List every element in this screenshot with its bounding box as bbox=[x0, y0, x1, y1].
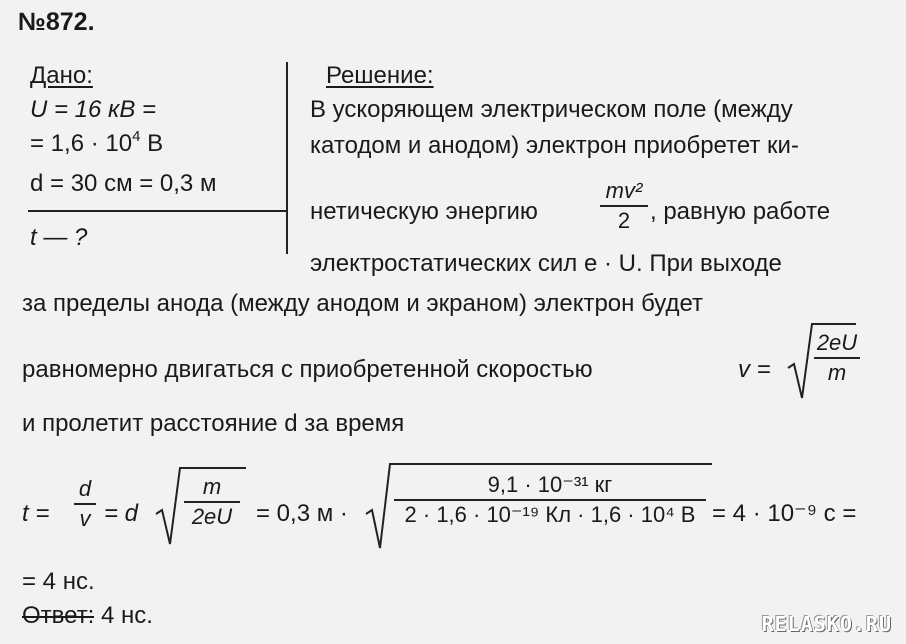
solution-line-5: за пределы анода (между анодом и экраном) электрон будет bbox=[22, 290, 704, 317]
answer-value: 4 нс. bbox=[101, 602, 153, 629]
solution-line-3a: нетическую энергию bbox=[310, 198, 538, 225]
solution-line-7: и пролетит расстояние d за время bbox=[22, 410, 405, 437]
eq-d-over-v: d v bbox=[74, 476, 96, 532]
eq-value-d: = 0,3 м · bbox=[256, 500, 348, 527]
find-quantity: t — ? bbox=[30, 224, 88, 251]
given-solution-separator bbox=[286, 62, 288, 254]
eq-m-over-2eU: m 2eU bbox=[184, 474, 240, 530]
eq-result-ns: = 4 нс. bbox=[22, 568, 95, 595]
kinetic-energy-fraction: mv² 2 bbox=[600, 178, 648, 234]
eq-t-lhs: t = bbox=[22, 500, 50, 527]
solution-line-1: В ускоряющем электрическом поле (между bbox=[310, 96, 793, 123]
eq-result: = 4 · 10⁻⁹ с = bbox=[712, 500, 857, 527]
solution-line-4: электростатических сил e · U. При выходе bbox=[310, 250, 782, 277]
given-distance: d = 30 см = 0,3 м bbox=[30, 170, 217, 197]
velocity-fraction: 2eU m bbox=[814, 330, 860, 386]
eq-equals-d: = d bbox=[104, 500, 139, 527]
solution-heading: Решение: bbox=[326, 62, 434, 89]
answer-line bbox=[22, 602, 153, 630]
velocity-lhs: v = bbox=[738, 356, 771, 383]
solution-line-2: катодом и анодом) электрон приобретет ки- bbox=[310, 132, 799, 159]
given-voltage-si: = $1,6 \cdot 10^4$ В bbox=[30, 128, 164, 157]
watermark-logo: RELASKO.RU bbox=[761, 612, 892, 636]
answer-label: Ответ: bbox=[22, 602, 95, 629]
solution-line-6: равномерно двигаться с приобретенной скоростью bbox=[22, 356, 593, 383]
problem-number: №872. bbox=[18, 8, 95, 36]
solution-line-3b: , равную работе bbox=[650, 198, 831, 225]
eq-numeric-fraction: 9,1 · 10⁻³¹ кг 2 · 1,6 · 10⁻¹⁹ Кл · 1,6 · 10⁴ В bbox=[394, 472, 706, 528]
given-divider bbox=[28, 210, 286, 212]
given-voltage: U = 16 кВ = bbox=[30, 96, 157, 123]
given-heading: Дано: bbox=[30, 62, 93, 89]
